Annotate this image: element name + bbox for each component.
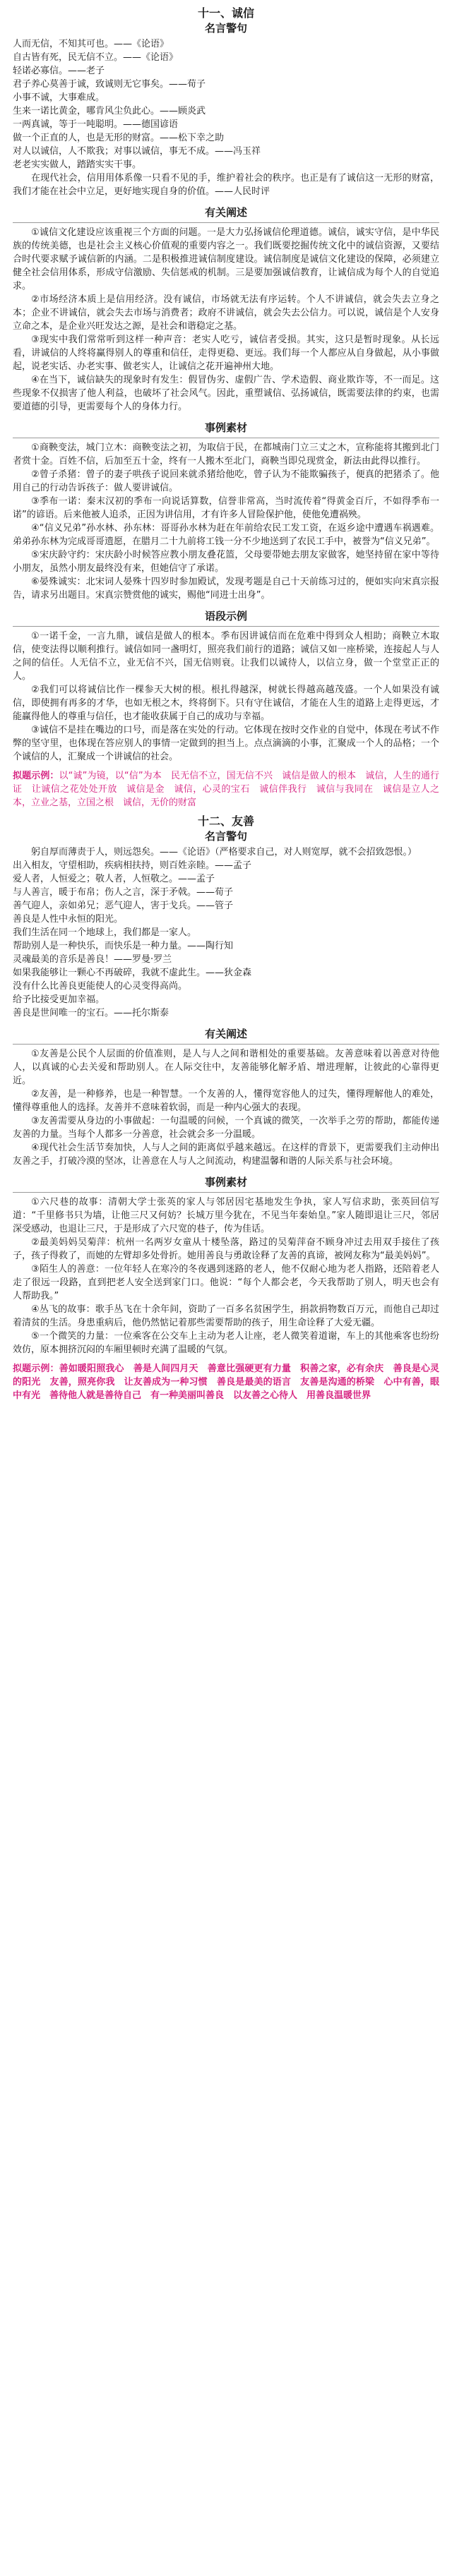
quote-line: 善良是人性中永恒的阳光。 — [13, 914, 124, 925]
example-paragraph: ②我们可以将诚信比作一棵参天大树的根。根扎得越深，树就长得越高越茂盛。一个人如果没有诚信，即使拥有再多的才华，也如无根之木，终将倒下。只有守住诚信，才能在人生的道路上走得更远，才能赢得他人的尊重与信任，也才能收获属于自己的成功与幸福。 — [13, 685, 439, 722]
quote-line: 善气迎人，亲如弟兄；恶气迎人，害于戈兵。——管子 — [13, 901, 234, 911]
chapter-friendliness — [13, 814, 439, 1402]
quote-list — [13, 845, 439, 1020]
divider — [13, 1192, 439, 1193]
quote-line: 躬自厚而薄责于人，则远怨矣。——《论语》（严格要求自己，对人则宽厚，就不会招致怨恨。） — [31, 847, 417, 857]
example-paragraph: ③诚信不是挂在嘴边的口号，而是落在实处的行动。它体现在按时交作业的自觉中，体现在考试不作弊的坚守里，也体现在答应别人的事情一定做到的担当上。点点滴滴的小事，汇聚成一个人的品格；一个个诚信的人，汇聚成一个讲诚信的社会。 — [13, 725, 439, 762]
quote-line: 人而无信，不知其可也。——《论语》 — [13, 39, 170, 49]
quote-line: 一两真诚，等于一吨聪明。——德国谚语 — [13, 119, 179, 130]
chapter-integrity — [13, 6, 439, 809]
related-paragraph: ③友善需要从身边的小事做起：一句温暖的问候，一个真诚的微笑，一次举手之劳的帮助，都能传递友善的力量。当每个人都多一分善意，社会就会多一分温暖。 — [13, 1116, 439, 1140]
quote-line: 生来一诺比黄金，哪肯风尘负此心。——顾炎武 — [13, 106, 206, 116]
case-paragraph: ④“信义兄弟”孙水林、孙东林：哥哥孙水林为赶在年前给农民工发工资，在返乡途中遭遇车祸遇难。弟弟孙东林为完成哥哥遗愿，在腊月二十九前将工钱一分不少地送到了农民工手中，被誉为“信义兄弟”。 — [13, 523, 439, 547]
case-paragraph: ④丛飞的故事：歌手丛飞在十余年间，资助了一百多名贫困学生，捐款捐物数百万元，而他自己却过着清贫的生活。身患重病后，他仍然惦记着那些需要帮助的孩子，用生命诠释了大爱无疆。 — [13, 1304, 439, 1328]
quote-line: 出入相友，守望相助，疾病相扶持，则百姓亲睦。——孟子 — [13, 860, 252, 871]
quote-paragraph: 在现代社会，信用用体系像一只看不见的手，维护着社会的秩序。也正是有了诚信这一无形的财富，我们才能在社会中立足，更好地实现自身的价值。——人民时评 — [13, 173, 439, 197]
case-paragraph: ③季布一诺：秦末汉初的季布一向说话算数，信誉非常高，当时流传着“得黄金百斤，不如得季布一诺”的谚语。后来他被人追杀，正因为讲信用，才有许多人冒险保护他，使他免遭祸殃。 — [13, 496, 439, 520]
title-examples — [13, 1362, 439, 1402]
quote-line: 做一个正直的人，也是无形的财富。——松下幸之助 — [13, 133, 225, 143]
quote-line: 君子养心莫善于诚，致诚则无它事矣。——荀子 — [13, 79, 206, 90]
title-examples-label: 拟题示例： — [13, 771, 59, 781]
quote-line: 我们生活在同一个地球上，我们都是一家人。 — [13, 927, 197, 938]
quote-line: 善良是世间唯一的宝石。——托尔斯泰 — [13, 1008, 170, 1018]
section-heading-related: 有关阐述 — [204, 206, 247, 219]
quote-line: 爱人者，人恒爱之；敬人者，人恒敬之。——孟子 — [13, 874, 215, 884]
quote-list — [13, 37, 439, 198]
case-paragraph: ⑥晏殊诚实：北宋词人晏殊十四岁时参加殿试，发现考题是自己十天前练习过的，便如实向宋真宗报告，请求另出题目。宋真宗赞赏他的诚实，赐他“同进士出身”。 — [13, 577, 439, 601]
quote-line: 给予比接受更加幸福。 — [13, 994, 105, 1005]
quote-line: 灵魂最美的音乐是善良！——罗曼·罗兰 — [13, 954, 172, 965]
quote-line: 自古皆有死，民无信不立。——《论语》 — [13, 52, 179, 63]
related-paragraph: ②友善，是一种修养，也是一种智慧。一个友善的人，懂得宽容他人的过失，懂得理解他人的难处，懂得尊重他人的选择。友善并不意味着软弱，而是一种内心强大的表现。 — [13, 1089, 439, 1113]
section-heading-cases: 事例素材 — [204, 421, 247, 434]
quote-line: 老老实实做人，踏踏实实干事。 — [13, 160, 142, 170]
example-paragraph: ①一诺千金，一言九鼎，诚信是做人的根本。季布因讲诚信而在危难中得到众人相助；商鞅立木取信，使变法得以顺利推行。诚信如同一盏明灯，照亮我们前行的道路；诚信又如一座桥梁，连接起人与人之间的信任。人无信不立，业无信不兴，国无信则衰。让我们以诚待人，以信立身，做一个堂堂正正的人。 — [13, 631, 439, 682]
title-examples — [13, 769, 439, 809]
related-paragraph: ①诚信文化建设应该重视三个方面的问题。一是大力弘扬诚信伦理道德。诚信，诚实守信，是中华民族的传统美德，也是社会主义核心价值观的重要内容之一。我们既要挖掘传统文化中的诚信资源，又要结合时代要求赋予诚信新的内涵。二是积极推进诚信制度建设。诚信制度是诚信文化建设的保障，必须建立健全社会信用体系，形成守信激励、失信惩戒的机制。三是要加强诚信教育，让诚信成为每个人的自觉追求。 — [13, 227, 439, 291]
related-paragraph: ②市场经济本质上是信用经济。没有诚信，市场就无法有序运转。个人不讲诚信，就会失去立身之本；企业不讲诚信，就会失去市场与消费者；政府不讲诚信，就会失去公信力。可以说，诚信是个人安身立命之本，是企业兴旺发达之源，是社会和谐稳定之基。 — [13, 294, 439, 332]
case-paragraph: ③陌生人的善意：一位年轻人在寒冷的冬夜遇到迷路的老人，他不仅耐心地为老人指路，还陪着老人走了很远一段路，直到把老人安全送到家门口。他说：“每个人都会老，今天我帮助了别人，明天也会有人帮助我。” — [13, 1264, 439, 1301]
title-examples-label: 拟题示例： — [13, 1364, 59, 1374]
section-heading-related: 有关阐述 — [204, 1028, 247, 1040]
section-subtitle: 名言警句 — [204, 22, 247, 35]
case-paragraph: ①商鞅变法，城门立木：商鞅变法之初，为取信于民，在都城南门立三丈之木，宣称能将其搬到北门者赏十金。百姓不信，后加至五十金，终有一人搬木至北门，商鞅当即兑现赏金，新法由此得以推行。 — [13, 443, 439, 467]
case-paragraph: ⑤宋庆龄守约：宋庆龄小时候答应教小朋友叠花篮，父母要带她去朋友家做客，她坚持留在家中等待小朋友，虽然小朋友最终没有来，但她信守了承诺。 — [13, 550, 439, 574]
section-subtitle: 名言警句 — [204, 830, 247, 843]
quote-line: 如果我能够让一颗心不再破碎，我就不虚此生。——狄金森 — [13, 968, 252, 978]
divider — [13, 626, 439, 627]
related-paragraph: ④在当下，诚信缺失的现象时有发生：假冒伪劣、虚假广告、学术造假、商业欺诈等，不一而足。这些现象不仅损害了他人利益，也破坏了社会风气。因此，重塑诚信、弘扬诚信，既需要法律的约束，也需要道德的引导，更需要每个人的身体力行。 — [13, 375, 439, 412]
related-paragraph: ①友善是公民个人层面的价值准则，是人与人之间和谐相处的重要基础。友善意味着以善意对待他人，以真诚的心去关爱和帮助别人。在人际交往中，友善能够化解矛盾、增进理解，让彼此的心靠得更近。 — [13, 1049, 439, 1086]
case-paragraph: ②最美妈妈吴菊萍：杭州一名两岁女童从十楼坠落，路过的吴菊萍奋不顾身冲过去用双手接住了孩子，孩子得救了，而她的左臂却多处骨折。她用善良与勇敢诠释了友善的真谛，被网友称为“最美妈妈”。 — [13, 1237, 439, 1261]
chapter-title: 十二、友善 — [197, 814, 254, 828]
chapter-title: 十一、诚信 — [197, 6, 254, 20]
quote-line: 对人以诚信，人不欺我；对事以诚信，事无不成。——冯玉祥 — [13, 146, 261, 157]
divider — [13, 1044, 439, 1045]
related-paragraph: ④现代社会生活节奏加快，人与人之间的距离似乎越来越远。在这样的背景下，更需要我们主动伸出友善之手，打破冷漠的坚冰，让善意在人与人之间流动，构建温馨和谐的人际关系与社会环境。 — [13, 1143, 439, 1167]
section-heading-examples: 语段示例 — [204, 610, 247, 622]
quote-line: 没有什么比善良更能使人的心灵变得高尚。 — [13, 981, 188, 992]
title-examples-text: 善如暖阳照我心 善是人间四月天 善意比强硬更有力量 积善之家，必有余庆 善良是心灵的阳光 友善，照亮你我 让友善成为一种习惯 善良是最美的语言 友善是沟通的桥梁 心中有善，眼中有光 善待他人就是善待自己 有一种美丽叫善良 以友善之心待人 用善良温暖世界 — [13, 1364, 439, 1401]
quote-line: 轻诺必寡信。——老子 — [13, 66, 105, 76]
case-paragraph: ⑤一个微笑的力量：一位乘客在公交车上主动为老人让座，老人微笑着道谢，车上的其他乘客也纷纷效仿，原本拥挤沉闷的车厢里顿时充满了温暖的气氛。 — [13, 1331, 439, 1355]
quote-line: 与人善言，暖于布帛；伤人之言，深于矛戟。——荀子 — [13, 887, 234, 898]
case-paragraph: ①六尺巷的故事：清朝大学士张英的家人与邻居因宅基地发生争执，家人写信求助，张英回信写道：“千里修书只为墙，让他三尺又何妨？长城万里今犹在，不见当年秦始皇。”家人随即退让三尺，邻居深受感动，也退让三尺，于是形成了六尺宽的巷子，传为佳话。 — [13, 1197, 439, 1234]
related-paragraph: ③现实中我们常常听到这样一种声音：老实人吃亏，诚信者受损。其实，这只是暂时现象。从长远看，讲诚信的人终将赢得别人的尊重和信任，走得更稳、更远。我们每一个人都应从自身做起，从小事做起，说老实话、办老实事、做老实人，让诚信之花开遍神州大地。 — [13, 335, 439, 372]
section-heading-cases: 事例素材 — [204, 1176, 247, 1188]
case-paragraph: ②曾子杀猪：曾子的妻子哄孩子说回来就杀猪给他吃，曾子认为不能欺骗孩子，便真的把猪杀了。他用自己的行动告诉孩子：做人要讲诚信。 — [13, 469, 439, 493]
quote-line: 帮助别人是一种快乐，而快乐是一种力量。——陶行知 — [13, 941, 234, 951]
title-examples-text: 以“诚”为镜，以“信”为本 民无信不立，国无信不兴 诚信是做人的根本 诚信，人生的通行证 让诚信之花处处开放 诚信是金 诚信，心灵的宝石 诚信伴我行 诚信与我同在 诚信是立人之本，立业之基，立国之根 诚信，无价的财富 — [13, 771, 439, 808]
divider — [13, 222, 439, 223]
quote-line: 小事不诚，大事难成。 — [13, 92, 105, 103]
